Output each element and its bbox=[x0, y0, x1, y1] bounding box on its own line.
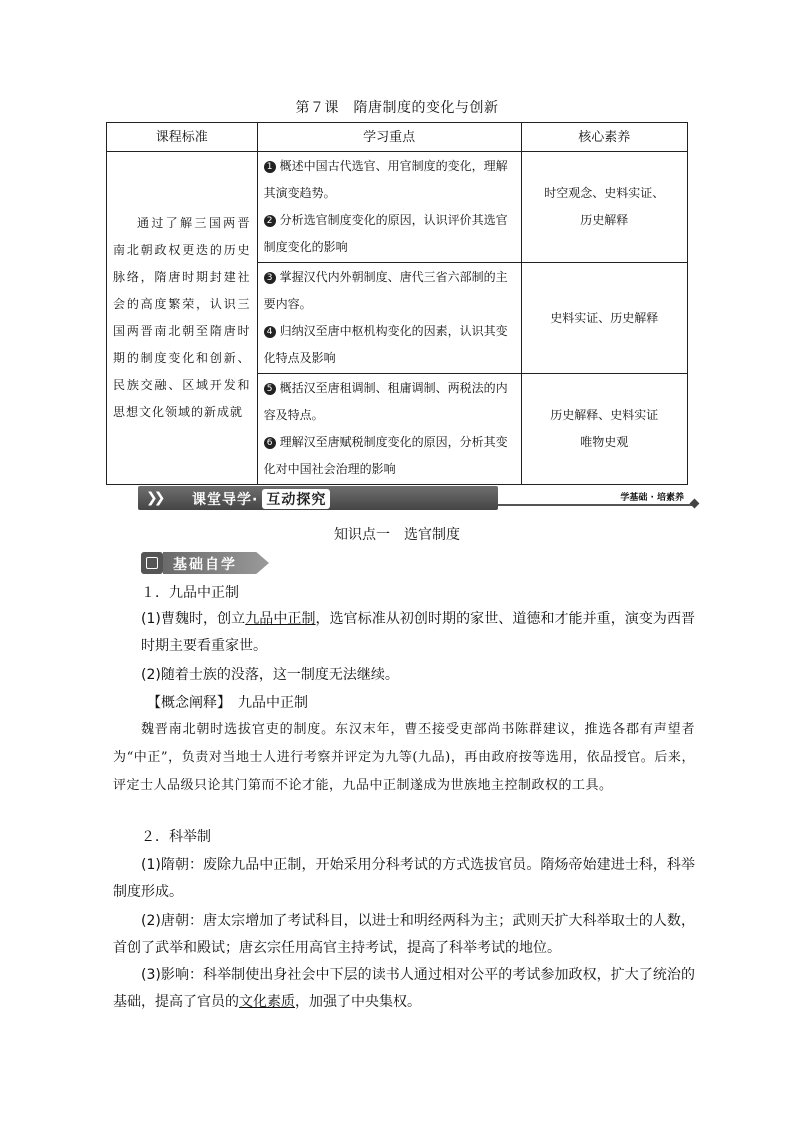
core-literacy-cell bbox=[521, 263, 687, 374]
focus-text: 概述中国古代选官、用官制度的变化，理解其演变趋势。 bbox=[263, 159, 508, 200]
banner-subtitle: 学基础 · 培素养 bbox=[620, 493, 684, 503]
paragraph: (1)隋朝：废除九品中正制，开始采用分科考试的方式选拔官员。隋炀帝始建进士科，科举制度形成。 bbox=[113, 857, 695, 900]
table-header: 学习重点 bbox=[257, 123, 521, 152]
number-icon: 5 bbox=[264, 383, 276, 395]
focus-text: 理解汉至唐赋税制度变化的原因，分析其变化对中国社会治理的影响 bbox=[263, 435, 508, 476]
core-text: 历史解释 bbox=[580, 213, 629, 227]
paragraph-text: ，选官标准从初创时期的家世、道德和才能并重，演变为西晋时期主要看重家世。 bbox=[141, 611, 696, 654]
core-text: 唯物史观 bbox=[580, 435, 629, 449]
focus-item bbox=[264, 153, 515, 207]
table-row bbox=[107, 152, 688, 263]
section-heading: １．九品中正制 bbox=[141, 585, 239, 601]
focus-item bbox=[264, 318, 515, 372]
paragraph-text: ，加强了中央集权。 bbox=[295, 994, 421, 1010]
sub-banner bbox=[141, 552, 269, 574]
focus-item bbox=[264, 375, 515, 429]
concept-label: 【概念阐释】 九品中正制 bbox=[147, 695, 308, 711]
focus-cell bbox=[257, 152, 521, 263]
section-banner bbox=[106, 486, 702, 512]
number-icon: 6 bbox=[264, 437, 276, 449]
section-heading: ２．科举制 bbox=[141, 829, 211, 845]
table-header: 课程标准 bbox=[107, 123, 258, 152]
paragraph bbox=[141, 606, 695, 660]
banner-divider bbox=[498, 504, 694, 506]
paragraph-text: (3)影响：科举制使出身社会中下层的读书人通过相对公平的考试参加政权，扩大了统治的基础，提高了官员的 bbox=[113, 967, 695, 1010]
core-literacy-cell bbox=[521, 374, 687, 485]
diamond-icon bbox=[690, 499, 700, 509]
number-icon: 2 bbox=[264, 215, 276, 227]
underlined-term: 文化素质 bbox=[239, 994, 295, 1010]
lesson-title: 第７课 隋唐制度的变化与创新 bbox=[295, 100, 499, 116]
core-text: 历史解释、史料实证 bbox=[550, 408, 659, 422]
number-icon: 4 bbox=[264, 326, 276, 338]
core-literacy-cell bbox=[521, 152, 687, 263]
banner-text-b: 互动探究 bbox=[262, 489, 330, 509]
number-icon: 3 bbox=[264, 272, 276, 284]
paragraph-text: (1)曹魏时，创立 bbox=[141, 611, 246, 627]
focus-item bbox=[264, 207, 515, 261]
chevron-right-icon: ❯❯ bbox=[146, 490, 162, 506]
focus-text: 分析选官制度变化的原因，认识评价其选官制度变化的影响 bbox=[263, 213, 508, 254]
focus-cell bbox=[257, 374, 521, 485]
focus-cell bbox=[257, 263, 521, 374]
table-header: 核心素养 bbox=[521, 123, 687, 152]
core-text: 史料实证、历史解释 bbox=[550, 310, 659, 325]
focus-item bbox=[264, 429, 515, 483]
underlined-term: 九品中正制 bbox=[245, 611, 316, 627]
paragraph: (2)随着士族的没落，这一制度无法继续。 bbox=[141, 667, 399, 683]
knowledge-point-title: 知识点一 选官制度 bbox=[334, 527, 460, 543]
paragraph bbox=[113, 962, 695, 1016]
table-header-row bbox=[107, 123, 688, 152]
core-text: 时空观念、史料实证、 bbox=[544, 186, 665, 200]
sub-banner-title: 基础自学 bbox=[173, 557, 237, 573]
curriculum-standard-cell: 通过了解三国两晋南北朝政权更迭的历史脉络，隋唐时期封建社会的高度繁荣，认识三国两晋南北朝至隋唐时期的制度变化和创新、民族交融、区域开发和思想文化领域的新成就 bbox=[107, 152, 258, 485]
number-icon: 1 bbox=[264, 161, 276, 173]
focus-text: 归纳汉至唐中枢机构变化的因素，认识其变化特点及影响 bbox=[263, 324, 508, 365]
focus-text: 概括汉至唐租调制、租庸调制、两税法的内容及特点。 bbox=[263, 381, 508, 422]
banner-title bbox=[192, 489, 330, 509]
curriculum-table bbox=[106, 122, 688, 485]
focus-item bbox=[264, 264, 515, 318]
focus-text: 掌握汉代内外朝制度、唐代三省六部制的主要内容。 bbox=[263, 270, 508, 311]
paragraph: (2)唐朝：唐太宗增加了考试科目，以进士和明经两科为主；武则天扩大科举取士的人数，首创了武举和殿试；唐玄宗任用高官主持考试，提高了科举考试的地位。 bbox=[113, 913, 695, 956]
concept-text: 魏晋南北朝时选拔官吏的制度。东汉末年，曹丕接受吏部尚书陈群建议，推选各郡有声望者为“中正”，负责对当地士人进行考察并评定为九等(九品)，再由政府按等选用，依品授官。后来，评定士人品级只论其门第而不论才能，九品中正制遂成为世族地主控制政权的工具。 bbox=[113, 722, 695, 793]
banner-text-a: 课堂导学· bbox=[192, 492, 259, 508]
book-icon bbox=[141, 552, 163, 574]
